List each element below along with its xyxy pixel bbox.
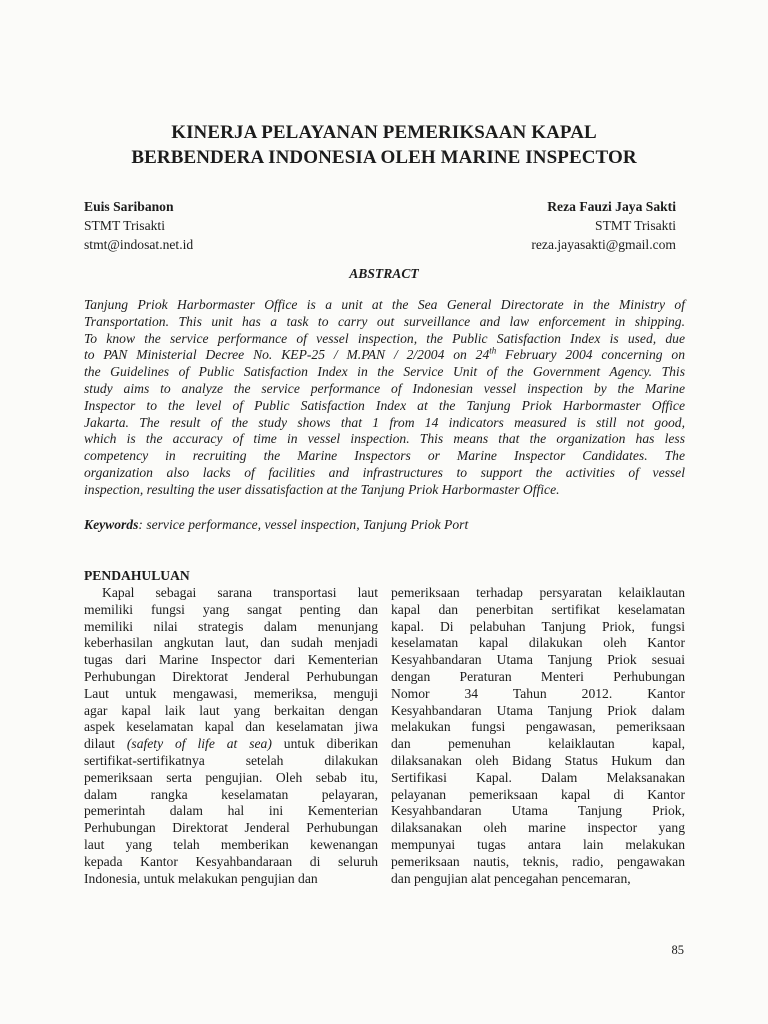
body-column-left [84, 585, 378, 887]
body-line: Nomor 34 Tahun 2012. Kantor [391, 685, 685, 701]
body-column-right [391, 585, 685, 887]
keywords-separator: : [138, 517, 147, 532]
body-line: dan pengujian alat pencegahan pencemaran, [391, 870, 631, 886]
author-affiliation: STMT Trisakti [84, 218, 165, 233]
abstract-line: organization also lacks of facilities and infrastructures to support the activities of vessel [84, 464, 685, 480]
abstract-line: the Guidelines of Public Satisfaction Index in the Service Unit of the Government Agency. This [84, 364, 685, 380]
body-line: Sertifikasi Kapal. Dalam Melaksanakan [391, 769, 685, 785]
body-line: melakukan fungsi pengawasan, pemeriksaan [391, 719, 685, 735]
abstract-heading: ABSTRACT [349, 266, 419, 281]
body-line: kapal. Di pelabuhan Tanjung Priok, fungsi [391, 618, 685, 634]
author-name: Reza Fauzi Jaya Sakti [547, 199, 676, 214]
body-line: agar kapal laik laut yang berkaitan dengan [84, 702, 378, 718]
body-line: kapal dan penerbitan sertifikat keselamatan [391, 601, 685, 617]
body-line: aspek keselamatan kapal dan keselamatan jiwa [84, 719, 378, 735]
date-superscript: th [489, 345, 497, 356]
body-line: mempunyai tugas antara lain melakukan [391, 836, 685, 852]
body-line-tail: untuk diberikan [271, 736, 378, 752]
body-line: dilaksanakan oleh Bidang Status Hukum dan [391, 752, 685, 768]
body-line: memiliki nilai strategis dalam menunjang [84, 618, 378, 634]
keywords-text: service performance, vessel inspection, Tanjung Priok Port [146, 517, 469, 532]
body-line: Perhubungan Direktorat Jenderal Perhubungan [84, 668, 378, 684]
abstract-line: competency in recruiting the Marine Inspectors or Marine Inspector Candidates. The [84, 448, 685, 464]
body-line: pemeriksaan terhadap persyaratan kelaiklautan [391, 585, 685, 600]
body-line: dilaksanakan oleh marine inspector yang [391, 820, 685, 836]
body-line: pelayanan pemeriksaan kapal di Kantor [391, 786, 685, 802]
body-line: dan pemenuhan kelaiklautan kapal, [391, 736, 685, 752]
abstract-line: study aims to analyze the service performance of Indonesian vessel inspection by the Marine [84, 380, 685, 396]
abstract-text [84, 297, 685, 499]
author-block-1 [84, 197, 193, 254]
page-number: 85 [671, 943, 684, 957]
body-line: laut yang telah memberikan kewenangan [84, 836, 378, 852]
body-line: memiliki fungsi yang sangat penting dan [84, 601, 378, 617]
body-line: Kesyahbandaran Utama Tanjung Priok, [391, 803, 685, 819]
section-heading: PENDAHULUAN [84, 568, 190, 583]
body-line: pemeriksaan nautis, teknis, radio, pengawakan [391, 853, 685, 869]
abstract-line: which is the accuracy of time in vessel inspection. This means that the organization has less [84, 431, 685, 447]
abstract-line-text: to PAN Ministerial Decree No. KEP-25 / M.PAN / 2/2004 on 24 [84, 347, 490, 363]
abstract-line [84, 347, 685, 364]
body-line: Laut untuk mengawasi, memeriksa, menguji [84, 685, 378, 701]
body-line: tugas dari Marine Inspector dari Kementerian [84, 652, 378, 668]
body-line: keselamatan kapal dilakukan oleh Kantor [391, 635, 685, 651]
keywords-label: Keywords [84, 517, 139, 532]
abstract-line: inspection, resulting the user dissatisfaction at the Tanjung Priok Harbormaster Office. [84, 481, 560, 497]
body-line: dalam rangka keselamatan pelayaran, [84, 786, 378, 802]
body-line: Kesyahbandaran Utama Tanjung Priok sesuai [391, 652, 685, 668]
author-block-2 [531, 197, 676, 254]
body-line: Kapal sebagai sarana transportasi laut [102, 585, 378, 600]
body-line: kepada Kantor Kesyahbandaraan di seluruh [84, 853, 378, 869]
body-line: sertifikat-sertifikatnya setelah dilakukan [84, 752, 378, 768]
body-line [84, 736, 378, 753]
abstract-line: Inspector to the level of Public Satisfaction Index at the Tanjung Priok Harbormaster Office [84, 397, 685, 413]
abstract-line: Transportation. This unit has a task to carry out surveillance and law enforcement in shipping. [84, 313, 685, 329]
abstract-line-tail: February 2004 concerning on [496, 347, 685, 363]
paper-title [0, 120, 768, 170]
author-affiliation: STMT Trisakti [595, 218, 676, 233]
body-line: Kesyahbandaran Utama Tanjung Priok dalam [391, 702, 685, 718]
body-line: Perhubungan Direktorat Jenderal Perhubungan [84, 820, 378, 836]
body-line: pemeriksaan serta pengujian. Oleh sebab itu, [84, 769, 378, 785]
title-line-1: KINERJA PELAYANAN PEMERIKSAAN KAPAL [171, 122, 597, 143]
author-email: stmt@indosat.net.id [84, 237, 194, 252]
italic-term: (safety of life at sea) [126, 736, 272, 752]
author-name: Euis Saribanon [84, 199, 174, 214]
abstract-line: Tanjung Priok Harbormaster Office is a unit at the Sea General Directorate in the Ministry of [84, 297, 685, 312]
body-line: Indonesia, untuk melakukan pengujian dan [84, 870, 318, 886]
body-line: keberhasilan angkutan laut, dan sudah menjadi [84, 635, 378, 651]
body-line: pemerintah dalam hal ini Kementerian [84, 803, 378, 819]
title-line-2: BERBENDERA INDONESIA OLEH MARINE INSPECTOR [131, 147, 637, 168]
keywords [84, 517, 685, 533]
abstract-line: To know the service performance of vessel inspection, the Public Satisfaction Index is used, due [84, 330, 685, 346]
body-line-text: dilaut [84, 736, 127, 752]
abstract-line: Jakarta. The result of the study shows that 1 from 14 indicators measured is still not good, [84, 414, 685, 430]
body-line: dengan Peraturan Menteri Perhubungan [391, 668, 685, 684]
author-email: reza.jayasakti@gmail.com [531, 237, 676, 252]
